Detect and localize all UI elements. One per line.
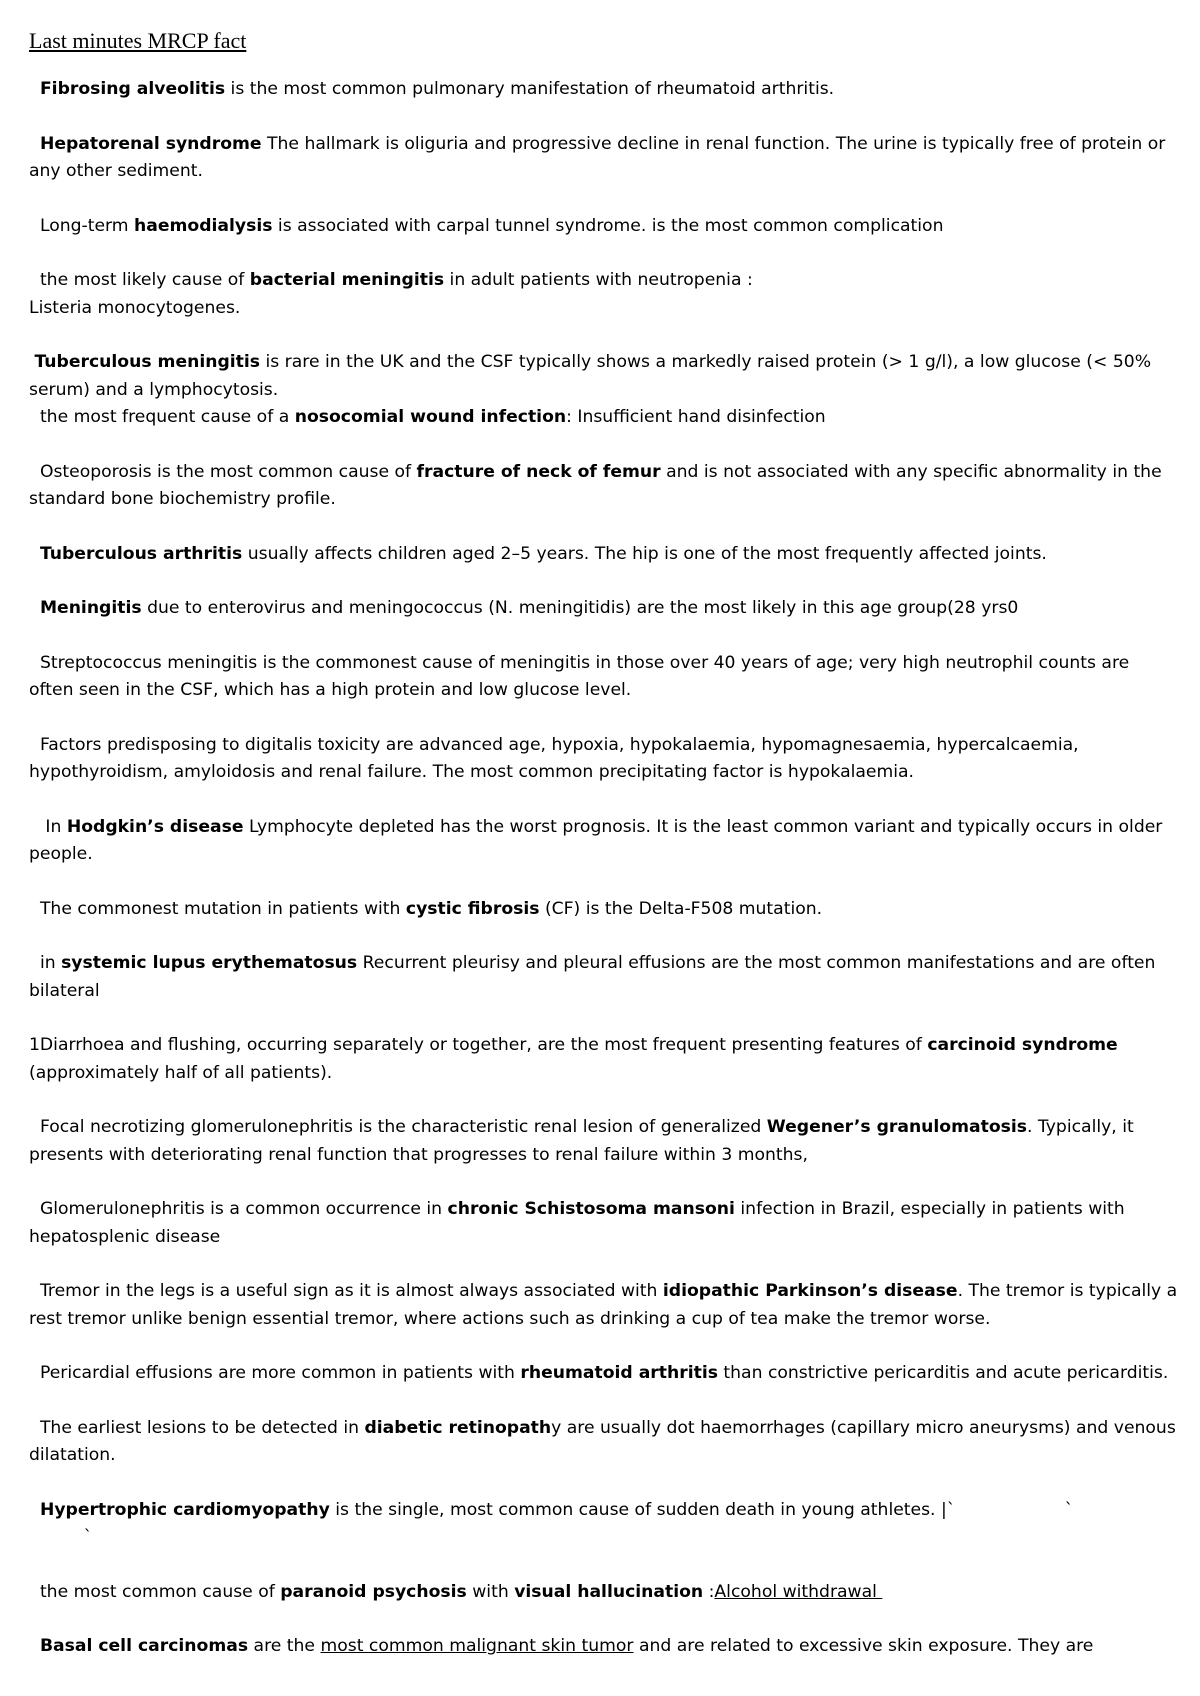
fact-keyword: fracture of neck of femur bbox=[416, 461, 661, 482]
fact-paragraph bbox=[29, 131, 1179, 186]
fact-keyword: visual hallucination bbox=[514, 1581, 704, 1602]
fact-text: in adult patients with neutropenia : Listeria monocytogenes. bbox=[29, 270, 753, 318]
fact-text: the most frequent cause of a bbox=[29, 407, 295, 427]
fact-text: usually affects children aged 2–5 years. The hip is one of the most frequently affected joints. bbox=[242, 543, 1047, 564]
fact-keyword: Basal cell carcinomas bbox=[39, 1636, 249, 1656]
underlined-text: Alcohol withdrawal bbox=[714, 1581, 883, 1602]
fact-paragraph bbox=[29, 213, 1179, 241]
fact-text bbox=[29, 134, 40, 154]
fact-text: : bbox=[703, 1581, 715, 1602]
fact-keyword: haemodialysis bbox=[134, 215, 273, 236]
fact-text: with bbox=[466, 1581, 515, 1602]
fact-keyword: rheumatoid arthritis bbox=[520, 1363, 718, 1383]
fact-text: . Typically, it presents with deteriorating renal function that progresses to renal failure within 3 months, bbox=[29, 1117, 1140, 1165]
fact-text: is rare in the UK and the CSF typically shows a markedly raised protein (> 1 g/l), a low glucose (< 50% serum) and a lymphocytosis. bbox=[29, 352, 1157, 400]
fact-text: Factors predisposing to digitalis toxicity are advanced age, hypoxia, hypokalaemia, hypomagnesaemia, hypercalcaemia, hypothyroidism, amyloidosis and renal failure. The most common precipitating factor is hypokalaemia. bbox=[29, 734, 1085, 782]
fact-keyword: Tuberculous arthritis bbox=[39, 543, 243, 564]
fact-paragraph bbox=[29, 732, 1179, 787]
fact-keyword: Wegener’s granulomatosis bbox=[766, 1117, 1027, 1137]
fact-keyword: cystic fibrosis bbox=[405, 898, 540, 919]
underlined-text: most common malignant skin tumor bbox=[320, 1636, 634, 1656]
fact-paragraph bbox=[29, 650, 1179, 705]
fact-paragraph bbox=[29, 595, 1179, 623]
fact-text: are the bbox=[248, 1636, 321, 1656]
fact-paragraph bbox=[29, 1415, 1182, 1470]
fact-keyword: Hodgkin’s disease bbox=[66, 816, 244, 837]
fact-keyword: nosocomial wound infection bbox=[294, 407, 567, 427]
fact-text bbox=[29, 79, 40, 99]
fact-text: The earliest lesions to be detected in bbox=[29, 1417, 365, 1438]
fact-keyword: Fibrosing alveolitis bbox=[39, 79, 226, 99]
fact-keyword: Meningitis bbox=[39, 598, 142, 618]
fact-text: y are usually dot haemorrhages (capillary micro aneurysms) and venous dilatation. bbox=[29, 1417, 1182, 1465]
fact-text: due to enterovirus and meningococcus (N. meningitidis) are the most likely in this age group(28 yrs0 bbox=[141, 598, 1019, 618]
fact-keyword: carcinoid syndrome bbox=[927, 1035, 1118, 1055]
fact-paragraph bbox=[29, 1196, 1179, 1251]
fact-text bbox=[29, 1500, 40, 1520]
fact-keyword: Tuberculous meningitis bbox=[34, 352, 261, 372]
fact-text: is the single, most common cause of sudden death in young athletes. |` ` ` bbox=[83, 1499, 1074, 1547]
fact-text: infection in Brazil, especially in patients with hepatosplenic disease bbox=[29, 1199, 1131, 1247]
fact-text: Pericardial effusions are more common in patients with bbox=[29, 1363, 521, 1383]
fact-keyword: bacterial meningitis bbox=[249, 270, 445, 290]
fact-keyword: Hepatorenal syndrome bbox=[39, 133, 262, 154]
fact-paragraph bbox=[29, 1497, 1179, 1552]
fact-text: the most common cause of bbox=[29, 1581, 281, 1602]
fact-text: (approximately half of all patients). bbox=[29, 1035, 1124, 1083]
fact-text: is the most common pulmonary manifestation of rheumatoid arthritis. bbox=[225, 79, 835, 99]
fact-keyword: chronic Schistosoma mansoni bbox=[447, 1199, 735, 1219]
fact-paragraph bbox=[29, 404, 1179, 432]
fact-paragraph bbox=[29, 1114, 1179, 1169]
fact-text: In bbox=[29, 816, 67, 837]
fact-text: Lymphocyte depleted has the worst prognosis. It is the least common variant and typically occurs in older people. bbox=[29, 816, 1168, 864]
fact-paragraph bbox=[29, 267, 1179, 322]
fact-paragraph bbox=[29, 950, 1179, 1005]
fact-text: The hallmark is oliguria and progressive decline in renal function. The urine is typically free of protein or any other sediment. bbox=[29, 133, 1171, 181]
fact-keyword: paranoid psychosis bbox=[280, 1581, 467, 1602]
fact-text: Recurrent pleurisy and pleural effusions are the most common manifestations and are often bilateral bbox=[29, 953, 1161, 1001]
fact-keyword: diabetic retinopath bbox=[364, 1417, 552, 1438]
fact-paragraph bbox=[29, 1032, 1179, 1087]
fact-text: . The tremor is typically a rest tremor unlike benign essential tremor, where actions such as drinking a cup of tea make the tremor worse. bbox=[29, 1281, 1183, 1329]
fact-text: Long-term bbox=[29, 215, 135, 236]
fact-text: 1Diarrhoea and flushing, occurring separately or together, are the most frequent presenting features of bbox=[29, 1035, 928, 1055]
fact-text: is associated with carpal tunnel syndrome. is the most common complication bbox=[272, 215, 944, 236]
fact-paragraph bbox=[29, 814, 1179, 869]
fact-text bbox=[29, 1636, 40, 1656]
fact-paragraph bbox=[29, 1579, 1179, 1607]
fact-text: Streptococcus meningitis is the commonest cause of meningitis in those over 40 years of age; very high neutrophil counts are often seen in the CSF, which has a high protein and low glucose level. bbox=[29, 652, 1135, 700]
fact-text: the most likely cause of bbox=[29, 270, 250, 290]
fact-text: in bbox=[29, 953, 62, 973]
fact-paragraph bbox=[29, 896, 1179, 924]
fact-list bbox=[29, 76, 1183, 1661]
fact-text: (CF) is the Delta-F508 mutation. bbox=[539, 898, 823, 919]
fact-paragraph bbox=[29, 1360, 1179, 1388]
fact-paragraph bbox=[29, 459, 1179, 514]
fact-text: Glomerulonephritis is a common occurrence in bbox=[29, 1199, 448, 1219]
fact-text: and are related to excessive skin exposure. They are bbox=[633, 1636, 1094, 1656]
document-page bbox=[29, 26, 1183, 1688]
fact-keyword: Hypertrophic cardiomyopathy bbox=[39, 1499, 330, 1520]
fact-text: Osteoporosis is the most common cause of bbox=[29, 461, 417, 482]
fact-text: and is not associated with any specific abnormality in the standard bone biochemistry profile. bbox=[29, 461, 1168, 509]
fact-paragraph bbox=[29, 1278, 1183, 1333]
fact-text bbox=[29, 544, 40, 564]
fact-paragraph bbox=[29, 349, 1179, 404]
fact-text: than constrictive pericarditis and acute pericarditis. bbox=[717, 1363, 1169, 1383]
fact-text: Focal necrotizing glomerulonephritis is the characteristic renal lesion of generalized bbox=[29, 1117, 767, 1137]
fact-paragraph bbox=[29, 1633, 1179, 1661]
fact-paragraph bbox=[29, 541, 1179, 569]
fact-text: : Insufficient hand disinfection bbox=[566, 407, 826, 427]
fact-paragraph bbox=[29, 76, 1179, 104]
fact-text: Tremor in the legs is a useful sign as it is almost always associated with bbox=[29, 1281, 663, 1301]
document-title: Last minutes MRCP fact bbox=[29, 28, 247, 53]
fact-keyword: systemic lupus erythematosus bbox=[61, 953, 358, 973]
fact-text bbox=[29, 598, 40, 618]
fact-keyword: idiopathic Parkinson’s disease bbox=[662, 1281, 958, 1301]
fact-text: The commonest mutation in patients with bbox=[29, 898, 406, 919]
